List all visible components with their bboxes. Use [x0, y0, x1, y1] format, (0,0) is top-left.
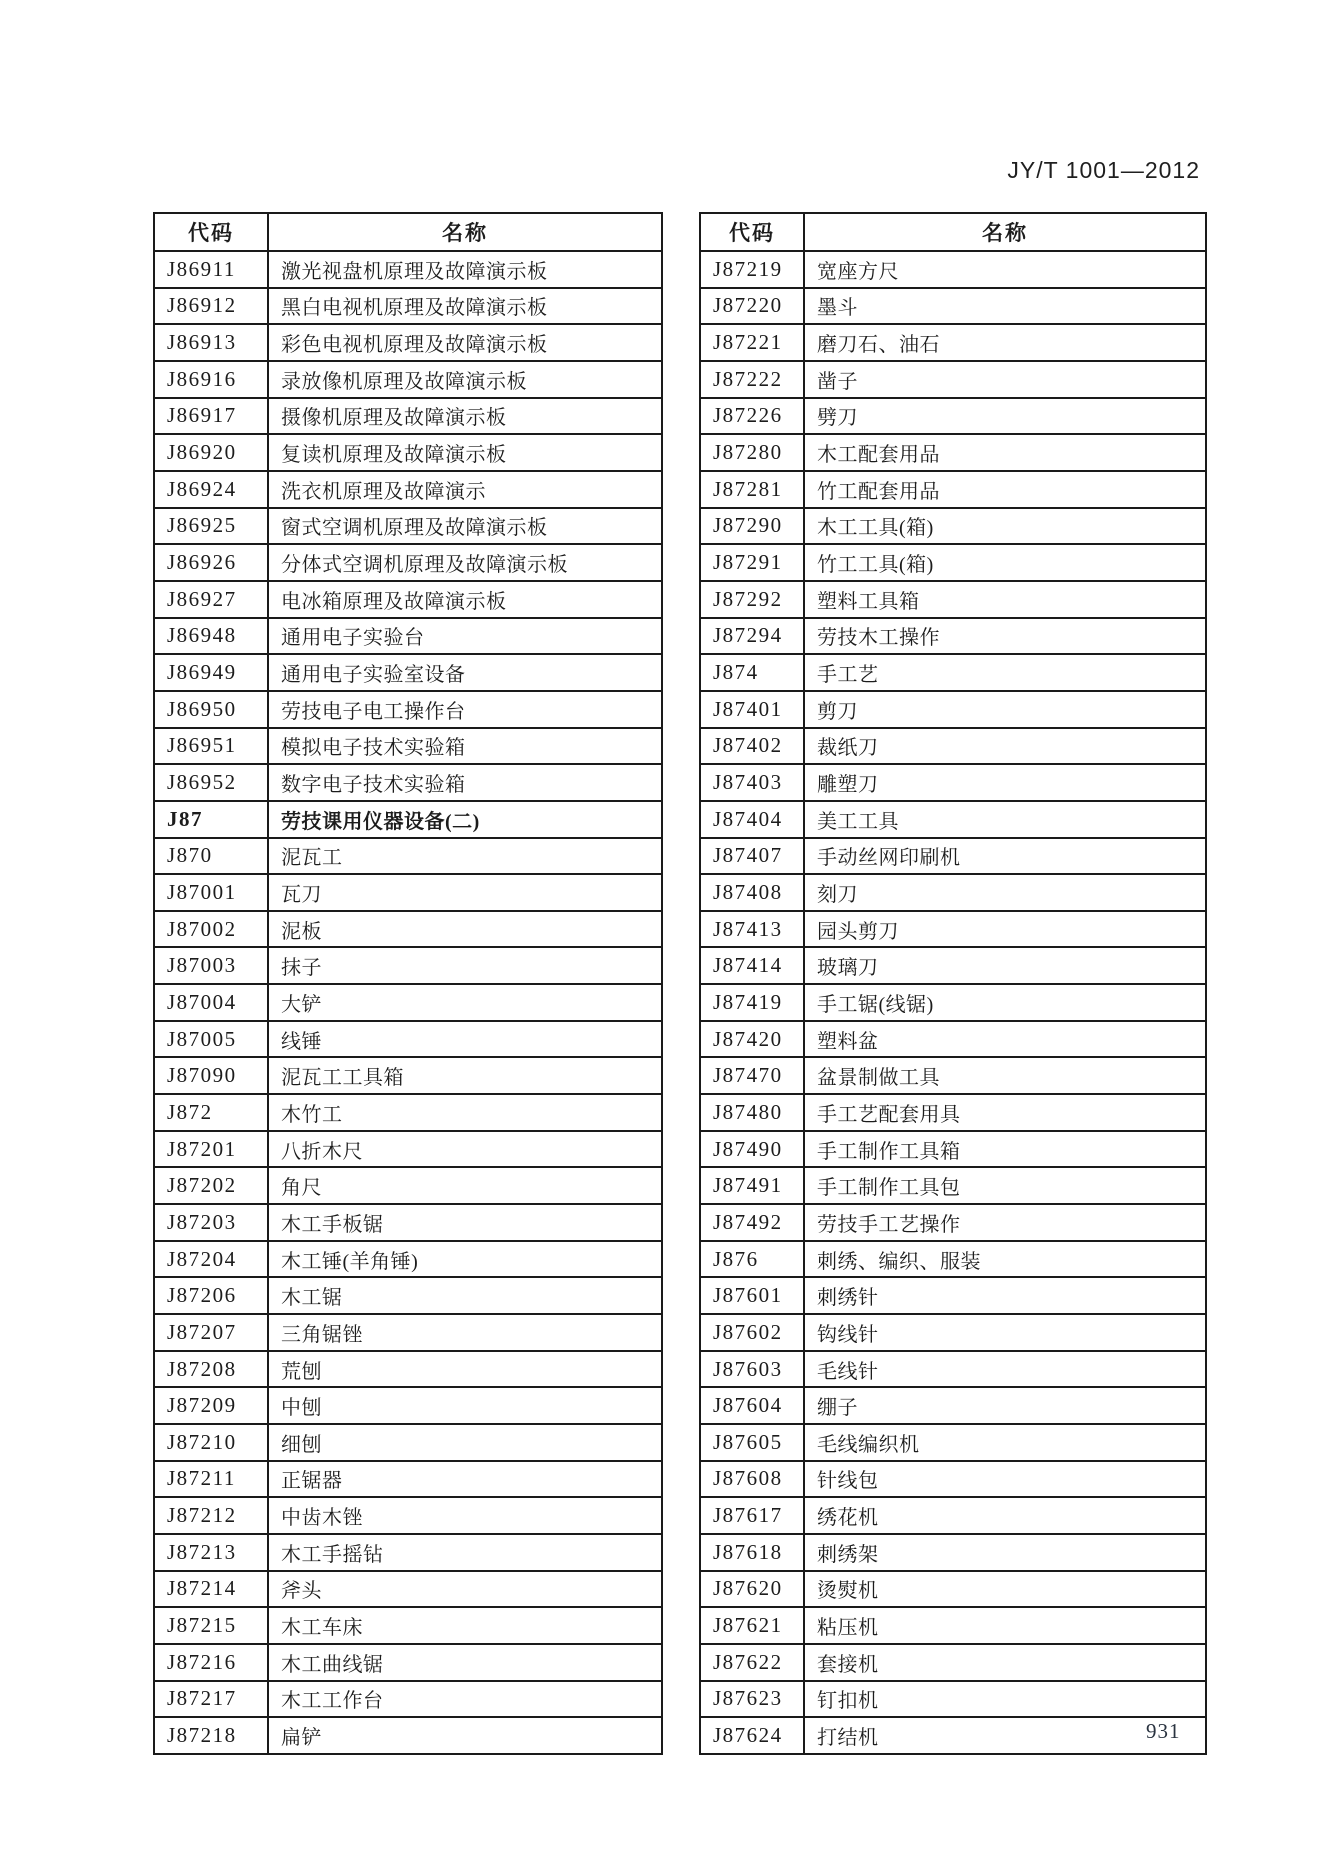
table-row [154, 1607, 662, 1644]
code-cell: J87210 [154, 1424, 268, 1461]
table-row [700, 1424, 1206, 1461]
table-row [700, 838, 1206, 875]
name-cell: 毛线针 [804, 1351, 1206, 1388]
table-row [700, 1387, 1206, 1424]
code-cell: J87280 [700, 434, 804, 471]
code-cell: J87209 [154, 1387, 268, 1424]
table-row [700, 1241, 1206, 1278]
table-row [154, 1204, 662, 1241]
code-cell: J87407 [700, 838, 804, 875]
table-row [154, 251, 662, 288]
table-row [154, 764, 662, 801]
name-cell: 打结机 [804, 1717, 1206, 1754]
table-row [700, 1314, 1206, 1351]
table-row [700, 728, 1206, 765]
table-row [154, 1424, 662, 1461]
name-cell: 窗式空调机原理及故障演示板 [268, 508, 662, 545]
name-cell: 粘压机 [804, 1607, 1206, 1644]
name-cell: 复读机原理及故障演示板 [268, 434, 662, 471]
name-cell: 斧头 [268, 1571, 662, 1608]
code-cell: J87617 [700, 1497, 804, 1534]
table-row [154, 581, 662, 618]
table-row [700, 251, 1206, 288]
table-row [154, 1497, 662, 1534]
name-cell: 木工锤(羊角锤) [268, 1241, 662, 1278]
table-row [154, 618, 662, 655]
table-row [700, 1644, 1206, 1681]
table-row [700, 324, 1206, 361]
table-row [700, 1057, 1206, 1094]
code-cell: J87470 [700, 1057, 804, 1094]
code-cell: J87620 [700, 1571, 804, 1608]
code-cell: J87003 [154, 947, 268, 984]
code-cell: J87206 [154, 1277, 268, 1314]
code-cell: J87090 [154, 1057, 268, 1094]
name-cell: 劈刀 [804, 398, 1206, 435]
table-row [154, 471, 662, 508]
name-cell: 泥瓦工工具箱 [268, 1057, 662, 1094]
code-cell: J86916 [154, 361, 268, 398]
name-cell: 手工制作工具箱 [804, 1131, 1206, 1168]
name-cell: 木工工具(箱) [804, 508, 1206, 545]
code-cell: J87603 [700, 1351, 804, 1388]
table-row [154, 361, 662, 398]
table-row [154, 1571, 662, 1608]
table-row [154, 434, 662, 471]
code-cell: J870 [154, 838, 268, 875]
table-row [700, 1607, 1206, 1644]
code-cell: J87281 [700, 471, 804, 508]
code-cell: J87605 [700, 1424, 804, 1461]
code-cell: J86950 [154, 691, 268, 728]
code-cell: J87221 [700, 324, 804, 361]
code-cell: J87217 [154, 1681, 268, 1718]
table-row [154, 1717, 662, 1754]
table-row [154, 1351, 662, 1388]
code-cell: J87201 [154, 1131, 268, 1168]
name-cell: 塑料盆 [804, 1021, 1206, 1058]
table-row [154, 1461, 662, 1498]
code-cell: J876 [700, 1241, 804, 1278]
code-cell: J87004 [154, 984, 268, 1021]
name-cell: 针线包 [804, 1461, 1206, 1498]
code-cell: J87212 [154, 1497, 268, 1534]
table-row [700, 1681, 1206, 1718]
code-cell: J86920 [154, 434, 268, 471]
code-cell: J87226 [700, 398, 804, 435]
name-cell: 劳技课用仪器设备(二) [268, 801, 662, 838]
table-row [154, 1241, 662, 1278]
left-table-body [154, 251, 662, 1754]
name-column-header: 名称 [804, 213, 1206, 251]
code-cell: J86924 [154, 471, 268, 508]
name-cell: 手工艺配套用具 [804, 1094, 1206, 1131]
code-cell: J87207 [154, 1314, 268, 1351]
name-cell: 塑料工具箱 [804, 581, 1206, 618]
name-cell: 分体式空调机原理及故障演示板 [268, 544, 662, 581]
table-row [154, 1131, 662, 1168]
code-cell: J87420 [700, 1021, 804, 1058]
name-cell: 木竹工 [268, 1094, 662, 1131]
name-cell: 泥瓦工 [268, 838, 662, 875]
name-cell: 刻刀 [804, 874, 1206, 911]
code-cell: J87216 [154, 1644, 268, 1681]
table-row [154, 874, 662, 911]
table-row [700, 1094, 1206, 1131]
table-row [700, 618, 1206, 655]
table-row [154, 1314, 662, 1351]
code-cell: J87608 [700, 1461, 804, 1498]
table-row [700, 911, 1206, 948]
code-cell: J87401 [700, 691, 804, 728]
code-cell: J87001 [154, 874, 268, 911]
code-cell: J87621 [700, 1607, 804, 1644]
name-cell: 烫熨机 [804, 1571, 1206, 1608]
table-header-row [154, 213, 662, 251]
name-cell: 竹工配套用品 [804, 471, 1206, 508]
code-cell: J86951 [154, 728, 268, 765]
name-cell: 通用电子实验室设备 [268, 654, 662, 691]
code-cell: J87002 [154, 911, 268, 948]
table-row [700, 1571, 1206, 1608]
code-column-header: 代码 [700, 213, 804, 251]
name-cell: 中刨 [268, 1387, 662, 1424]
code-cell: J87292 [700, 581, 804, 618]
name-cell: 木工锯 [268, 1277, 662, 1314]
table-row [700, 581, 1206, 618]
code-cell: J86926 [154, 544, 268, 581]
code-cell: J87402 [700, 728, 804, 765]
table-row [154, 1277, 662, 1314]
table-row [154, 728, 662, 765]
name-cell: 三角锯锉 [268, 1314, 662, 1351]
code-cell: J86912 [154, 288, 268, 325]
code-cell: J872 [154, 1094, 268, 1131]
code-cell: J87 [154, 801, 268, 838]
right-table-body [700, 251, 1206, 1754]
name-cell: 正锯器 [268, 1461, 662, 1498]
table-row [700, 691, 1206, 728]
name-cell: 雕塑刀 [804, 764, 1206, 801]
code-cell: J87404 [700, 801, 804, 838]
name-cell: 角尺 [268, 1167, 662, 1204]
name-cell: 木工手摇钻 [268, 1534, 662, 1571]
name-cell: 手动丝网印刷机 [804, 838, 1206, 875]
table-row [154, 1021, 662, 1058]
name-cell: 钉扣机 [804, 1681, 1206, 1718]
code-cell: J87492 [700, 1204, 804, 1241]
name-cell: 裁纸刀 [804, 728, 1206, 765]
table-row [700, 1351, 1206, 1388]
table-row [154, 288, 662, 325]
name-cell: 黑白电视机原理及故障演示板 [268, 288, 662, 325]
table-row [700, 1497, 1206, 1534]
table-row [154, 324, 662, 361]
name-cell: 彩色电视机原理及故障演示板 [268, 324, 662, 361]
table-row [154, 691, 662, 728]
table-row [700, 398, 1206, 435]
table-row [154, 1534, 662, 1571]
name-cell: 通用电子实验台 [268, 618, 662, 655]
table-row [700, 361, 1206, 398]
code-cell: J87294 [700, 618, 804, 655]
code-cell: J874 [700, 654, 804, 691]
code-cell: J87202 [154, 1167, 268, 1204]
code-cell: J87005 [154, 1021, 268, 1058]
name-cell: 激光视盘机原理及故障演示板 [268, 251, 662, 288]
code-cell: J87291 [700, 544, 804, 581]
code-cell: J87480 [700, 1094, 804, 1131]
name-cell: 钩线针 [804, 1314, 1206, 1351]
code-column-header: 代码 [154, 213, 268, 251]
code-cell: J87208 [154, 1351, 268, 1388]
name-cell: 八折木尺 [268, 1131, 662, 1168]
name-cell: 刺绣、编织、服装 [804, 1241, 1206, 1278]
code-cell: J87222 [700, 361, 804, 398]
name-cell: 手工锯(线锯) [804, 984, 1206, 1021]
name-cell: 剪刀 [804, 691, 1206, 728]
name-cell: 木工工作台 [268, 1681, 662, 1718]
table-row [700, 1717, 1206, 1754]
code-cell: J87602 [700, 1314, 804, 1351]
code-cell: J86927 [154, 581, 268, 618]
name-cell: 刺绣针 [804, 1277, 1206, 1314]
table-row [154, 654, 662, 691]
code-cell: J87624 [700, 1717, 804, 1754]
name-cell: 木工曲线锯 [268, 1644, 662, 1681]
name-cell: 录放像机原理及故障演示板 [268, 361, 662, 398]
name-cell: 中齿木锉 [268, 1497, 662, 1534]
table-row [700, 764, 1206, 801]
table-row [154, 544, 662, 581]
name-cell: 洗衣机原理及故障演示 [268, 471, 662, 508]
table-row [700, 654, 1206, 691]
code-cell: J86948 [154, 618, 268, 655]
table-row [154, 1094, 662, 1131]
name-cell: 刺绣架 [804, 1534, 1206, 1571]
code-cell: J87618 [700, 1534, 804, 1571]
name-cell: 手工艺 [804, 654, 1206, 691]
code-cell: J87204 [154, 1241, 268, 1278]
code-cell: J87413 [700, 911, 804, 948]
name-cell: 套接机 [804, 1644, 1206, 1681]
code-cell: J87403 [700, 764, 804, 801]
table-row [154, 984, 662, 1021]
code-cell: J86952 [154, 764, 268, 801]
name-column-header: 名称 [268, 213, 662, 251]
standard-number: JY/T 1001—2012 [1007, 157, 1200, 183]
code-cell: J87203 [154, 1204, 268, 1241]
code-cell: J87601 [700, 1277, 804, 1314]
table-row [700, 1167, 1206, 1204]
code-cell: J87215 [154, 1607, 268, 1644]
code-cell: J87218 [154, 1717, 268, 1754]
name-cell: 荒刨 [268, 1351, 662, 1388]
table-row [700, 1204, 1206, 1241]
table-row [700, 434, 1206, 471]
table-row [154, 911, 662, 948]
table-row [154, 1057, 662, 1094]
table-row [154, 947, 662, 984]
table-row [700, 947, 1206, 984]
name-cell: 摄像机原理及故障演示板 [268, 398, 662, 435]
name-cell: 木工手板锯 [268, 1204, 662, 1241]
name-cell: 宽座方尺 [804, 251, 1206, 288]
name-cell: 竹工工具(箱) [804, 544, 1206, 581]
code-cell: J87214 [154, 1571, 268, 1608]
name-cell: 园头剪刀 [804, 911, 1206, 948]
name-cell: 模拟电子技术实验箱 [268, 728, 662, 765]
code-cell: J86911 [154, 251, 268, 288]
name-cell: 劳技电子电工操作台 [268, 691, 662, 728]
page-number: 931 [1146, 1719, 1181, 1743]
code-cell: J87290 [700, 508, 804, 545]
table-row [700, 1277, 1206, 1314]
code-cell: J86913 [154, 324, 268, 361]
name-cell: 劳技木工操作 [804, 618, 1206, 655]
name-cell: 墨斗 [804, 288, 1206, 325]
name-cell: 盆景制做工具 [804, 1057, 1206, 1094]
left-code-table [153, 212, 663, 1755]
code-cell: J87408 [700, 874, 804, 911]
name-cell: 抹子 [268, 947, 662, 984]
code-cell: J87219 [700, 251, 804, 288]
table-row [154, 508, 662, 545]
name-cell: 手工制作工具包 [804, 1167, 1206, 1204]
name-cell: 磨刀石、油石 [804, 324, 1206, 361]
name-cell: 凿子 [804, 361, 1206, 398]
table-row [154, 838, 662, 875]
name-cell: 绣花机 [804, 1497, 1206, 1534]
table-row [700, 874, 1206, 911]
code-cell: J87491 [700, 1167, 804, 1204]
table-row [700, 1534, 1206, 1571]
table-row [154, 801, 662, 838]
table-row [700, 1461, 1206, 1498]
table-row [700, 544, 1206, 581]
code-cell: J87490 [700, 1131, 804, 1168]
code-cell: J87622 [700, 1644, 804, 1681]
code-cell: J87220 [700, 288, 804, 325]
table-row [154, 1644, 662, 1681]
name-cell: 绷子 [804, 1387, 1206, 1424]
table-row [700, 288, 1206, 325]
name-cell: 玻璃刀 [804, 947, 1206, 984]
table-row [700, 801, 1206, 838]
right-code-table [699, 212, 1207, 1755]
name-cell: 电冰箱原理及故障演示板 [268, 581, 662, 618]
name-cell: 毛线编织机 [804, 1424, 1206, 1461]
name-cell: 泥板 [268, 911, 662, 948]
code-cell: J87414 [700, 947, 804, 984]
table-row [154, 1387, 662, 1424]
table-row [154, 1167, 662, 1204]
table-row [700, 984, 1206, 1021]
name-cell: 数字电子技术实验箱 [268, 764, 662, 801]
code-cell: J87211 [154, 1461, 268, 1498]
table-row [154, 1681, 662, 1718]
name-cell: 劳技手工艺操作 [804, 1204, 1206, 1241]
table-row [700, 1131, 1206, 1168]
name-cell: 木工配套用品 [804, 434, 1206, 471]
name-cell: 大铲 [268, 984, 662, 1021]
code-cell: J87623 [700, 1681, 804, 1718]
name-cell: 美工工具 [804, 801, 1206, 838]
table-row [700, 471, 1206, 508]
table-row [700, 1021, 1206, 1058]
code-cell: J86925 [154, 508, 268, 545]
code-cell: J86917 [154, 398, 268, 435]
code-cell: J87419 [700, 984, 804, 1021]
table-row [154, 398, 662, 435]
name-cell: 木工车床 [268, 1607, 662, 1644]
table-header-row [700, 213, 1206, 251]
name-cell: 扁铲 [268, 1717, 662, 1754]
name-cell: 瓦刀 [268, 874, 662, 911]
code-cell: J86949 [154, 654, 268, 691]
code-cell: J87604 [700, 1387, 804, 1424]
name-cell: 细刨 [268, 1424, 662, 1461]
table-row [700, 508, 1206, 545]
name-cell: 线锤 [268, 1021, 662, 1058]
code-cell: J87213 [154, 1534, 268, 1571]
